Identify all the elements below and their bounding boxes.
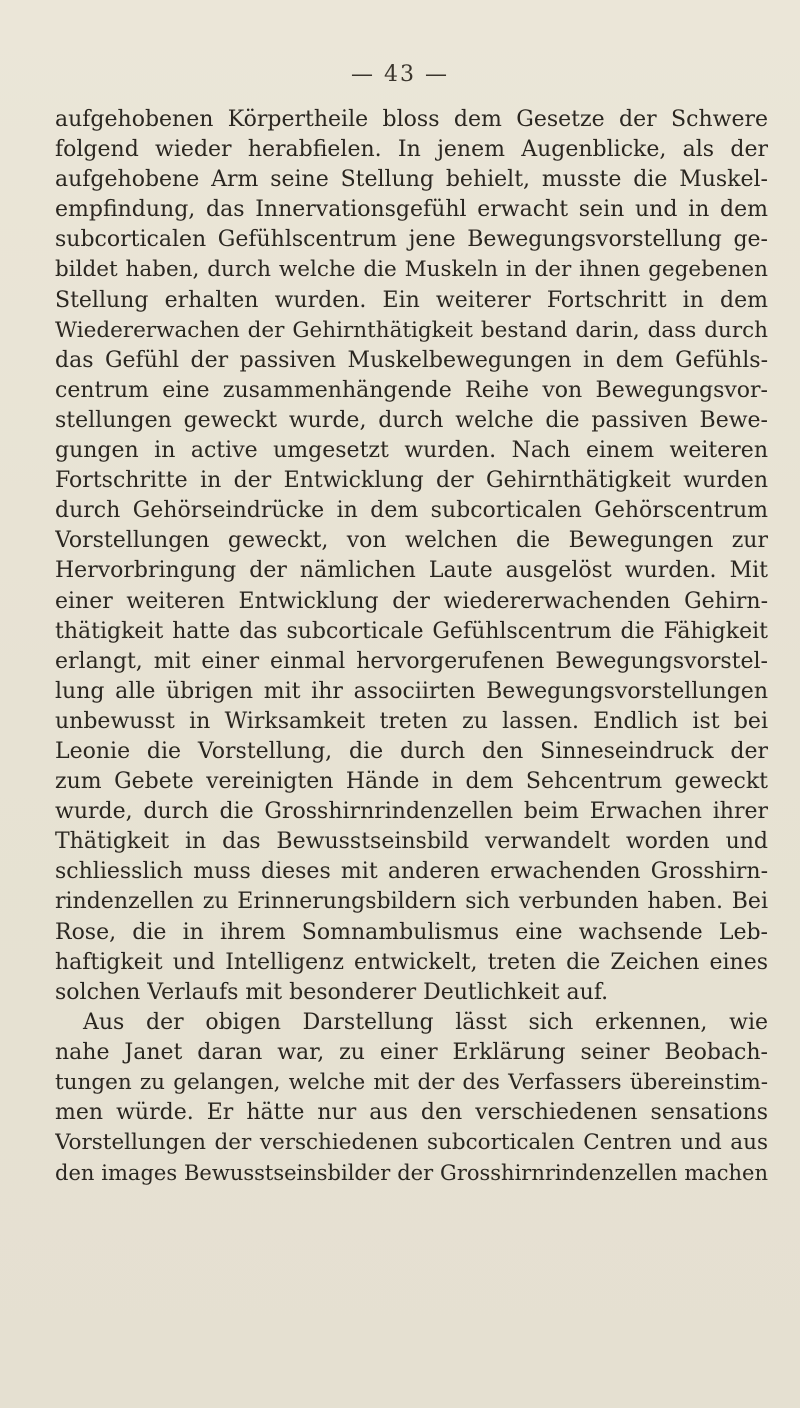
text-line: Aus der obigen Darstellung lässt sich erkennen, wie [83, 1009, 768, 1035]
text-line: stellungen geweckt wurde, durch welche die passiven Bewe- [55, 407, 768, 433]
text-line: aufgehobenen Körpertheile bloss dem Gesetze der Schwere [55, 107, 768, 132]
text-line: Thätigkeit in das Bewusstseinsbild verwandelt worden und [55, 829, 768, 855]
text-line: wurde, durch die Grosshirnrindenzellen beim Erwachen ihrer [55, 799, 768, 825]
text-line: solchen Verlaufs mit besonderer Deutlichkeit auf. [55, 979, 609, 1005]
text-line: einer weiteren Entwicklung der wiedererwachenden Gehirn- [55, 588, 768, 614]
text-line: Leonie die Vorstellung, die durch den Sinneseindruck der [55, 738, 768, 764]
text-line: aufgehobene Arm seine Stellung behielt, musste die Muskel- [55, 167, 768, 193]
text-line: Rose, die in ihrem Somnambulismus eine wachsende Leb- [55, 919, 768, 945]
text-line: den images Bewusstseinsbilder der Grosshirnrindenzellen machen [55, 1161, 768, 1186]
text-line: nahe Janet daran war, zu einer Erklärung seiner Beobach- [55, 1039, 768, 1065]
text-line: subcorticalen Gefühlscentrum jene Bewegungsvorstellung ge- [55, 227, 768, 253]
text-line: Stellung erhalten wurden. Ein weiterer Fortschritt in dem [55, 287, 768, 313]
text-line: unbewusst in Wirksamkeit treten zu lassen. Endlich ist bei [55, 708, 768, 734]
text-line: erlangt, mit einer einmal hervorgerufenen Bewegungsvorstel- [55, 648, 768, 674]
text-line: bildet haben, durch welche die Muskeln in der ihnen gegebenen [55, 257, 768, 283]
text-line: gungen in active umgesetzt wurden. Nach einem weiteren [55, 438, 768, 464]
text-line: rindenzellen zu Erinnerungsbildern sich verbunden haben. Bei [55, 889, 768, 915]
text-line: haftigkeit und Intelligenz entwickelt, treten die Zeichen eines [55, 949, 768, 975]
text-line: Vorstellungen geweckt, von welchen die Bewegungen zur [55, 528, 768, 554]
text-line: centrum eine zusammenhängende Reihe von Bewegungsvor- [55, 377, 768, 403]
text-line: thätigkeit hatte das subcorticale Gefühlscentrum die Fähigkeit [55, 618, 768, 644]
text-line: lung alle übrigen mit ihr associirten Bewegungsvorstellungen [55, 678, 768, 704]
text-line: Hervorbringung der nämlichen Laute ausgelöst wurden. Mit [55, 558, 768, 584]
text-line: Wiedererwachen der Gehirnthätigkeit bestand darin, dass durch [55, 317, 768, 343]
page-number: — 43 — [351, 62, 449, 87]
text-line: schliesslich muss dieses mit anderen erwachenden Grosshirn- [55, 859, 768, 885]
text-line: durch Gehörseindrücke in dem subcorticalen Gehörscentrum [55, 498, 768, 524]
text-line: tungen zu gelangen, welche mit der des Verfassers übereinstim- [55, 1070, 768, 1095]
text-line: zum Gebete vereinigten Hände in dem Sehcentrum geweckt [55, 769, 768, 795]
text-line: folgend wieder herabfielen. In jenem Augenblicke, als der [55, 137, 768, 163]
body-text [55, 105, 768, 1188]
text-line: men würde. Er hätte nur aus den verschiedenen sensations [55, 1100, 768, 1126]
text-line: Vorstellungen der verschiedenen subcorticalen Centren und aus [55, 1130, 768, 1156]
text-line: empfindung, das Innervationsgefühl erwacht sein und in dem [55, 197, 768, 223]
text-line: das Gefühl der passiven Muskelbewegungen in dem Gefühls- [55, 347, 768, 373]
text-line: Fortschritte in der Entwicklung der Gehirnthätigkeit wurden [55, 468, 768, 494]
